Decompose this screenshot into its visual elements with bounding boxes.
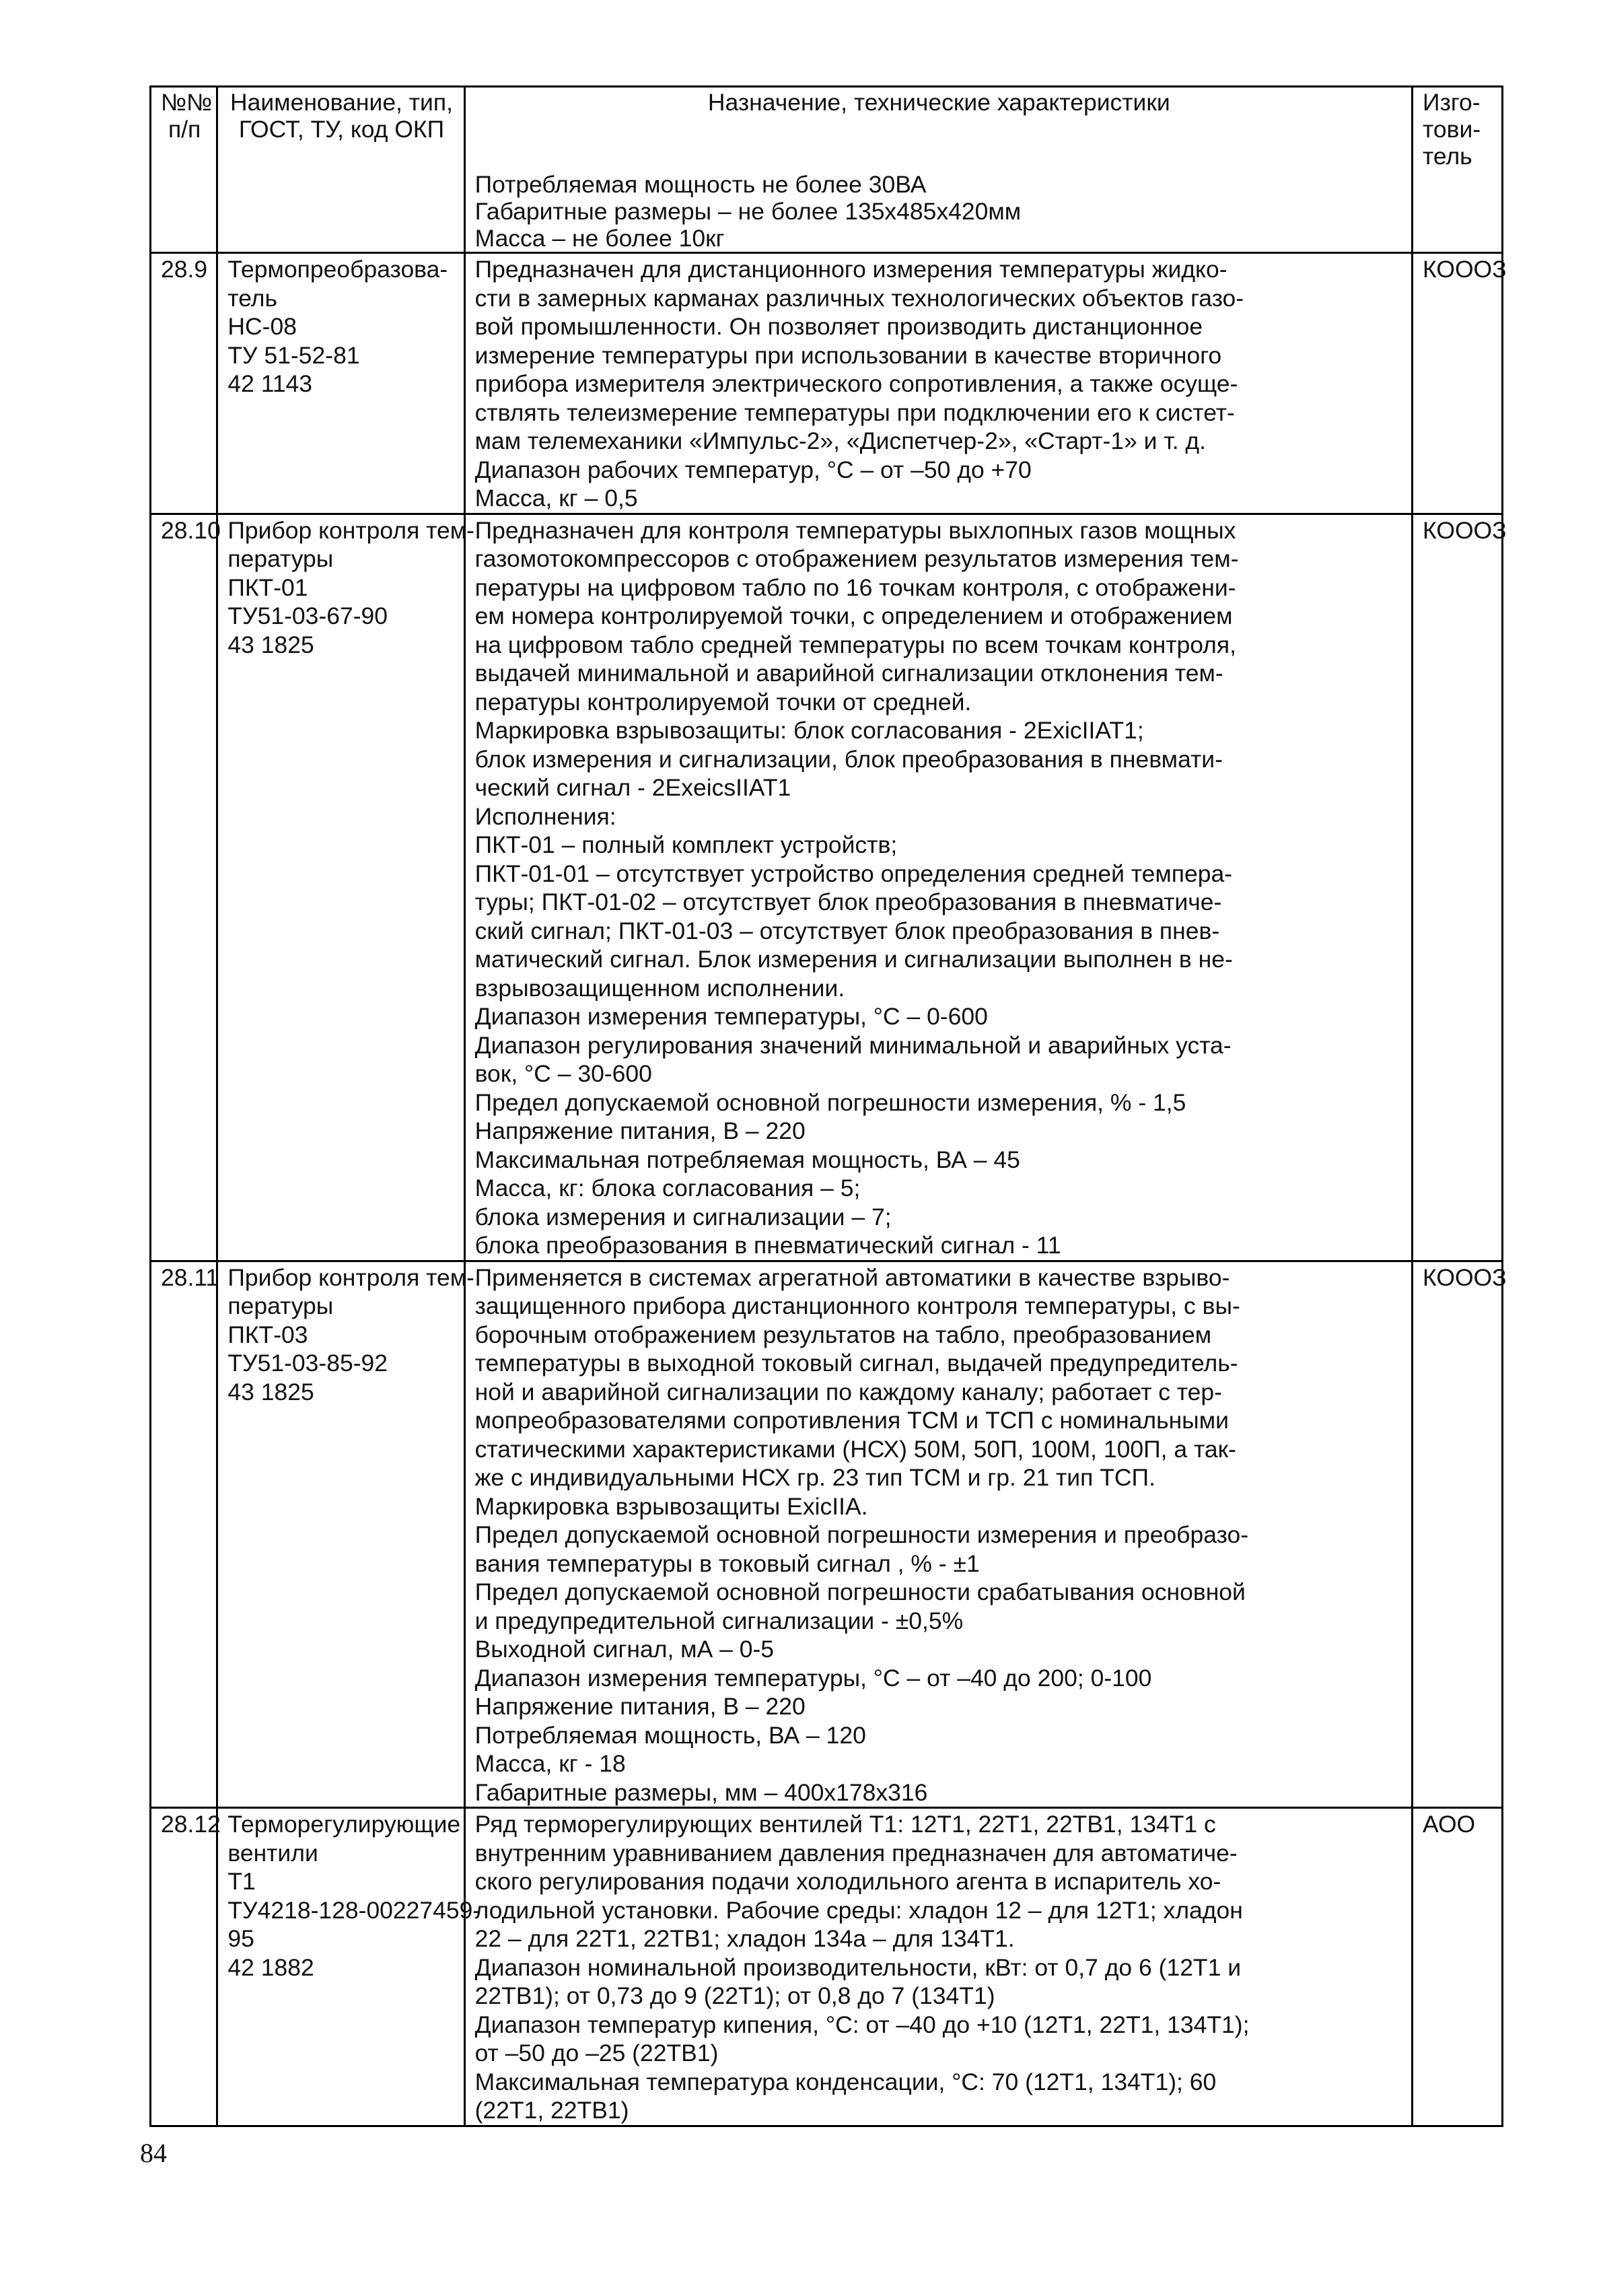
row-description-line: газомотокомпрессоров с отображением результатов измерения тем- [474, 545, 1239, 572]
row-description-line: взрывозащищенном исполнении. [474, 974, 845, 1002]
row-description-line: на цифровом табло средней температуры по всем точкам контроля, [474, 631, 1236, 658]
header-maker-cell [1413, 87, 1503, 253]
row-number-cell [151, 1261, 217, 1808]
row-number-cell [151, 1808, 221, 2126]
header-row [151, 87, 1503, 253]
row-description-line: Предназначен для контроля температуры выхлопных газов мощных [474, 516, 1236, 544]
row-description-line: Исполнения: [474, 802, 616, 830]
row-description-line: 22 – для 22Т1, 22ТВ1; хладон 134а – для 134Т1. [474, 1925, 1015, 1952]
row-manufacturer-cell [1413, 1261, 1507, 1808]
row-number-cell [151, 514, 221, 1261]
row-description-line: (22Т1, 22ТВ1) [474, 2097, 629, 2124]
row-name-line: ТУ4218-128-00227459- [227, 1896, 481, 1924]
row-manufacturer: КОООЗ [1423, 1263, 1507, 1291]
row-description-line: и предупредительной сигнализации - ±0,5% [474, 1607, 964, 1634]
row-description-line: сти в замерных карманах различных технологических объектов газо- [474, 284, 1244, 312]
row-name-cell [217, 253, 464, 514]
row-description-line: борочным отображением результатов на табло, преобразованием [474, 1321, 1212, 1348]
row-description-line: вой промышленности. Он позволяет производить дистанционное [474, 313, 1203, 340]
row-name-line: 95 [227, 1925, 254, 1952]
row-description-line: ПКТ-01 – полный комплект устройств; [474, 831, 898, 858]
row-name-line: вентили [227, 1839, 318, 1867]
row-description-line: же с индивидуальными НСХ гр. 23 тип ТСМ и гр. 21 тип ТСП. [474, 1464, 1155, 1491]
row-name-line: 42 1882 [227, 1953, 314, 1981]
row-name-line: ТУ 51-52-81 [227, 341, 360, 369]
row-description-line: Предел допускаемой основной погрешности измерения и преобразо- [474, 1521, 1249, 1548]
header-maker-line: Изго- [1423, 89, 1481, 116]
header-maker-line: тель [1423, 143, 1472, 170]
row-description-line: Ряд терморегулирующих вентилей Т1: 12Т1, 22Т1, 22ТВ1, 134Т1 с [474, 1811, 1216, 1838]
row-description-line: Диапазон регулирования значений минимальной и аварийных уста- [474, 1031, 1232, 1059]
row-description-line: Маркировка взрывозащиты: блок согласования - 2ExicIIAT1; [474, 717, 1144, 744]
row-manufacturer: АОО [1423, 1811, 1476, 1838]
row-name-line: ТУ51-03-85-92 [227, 1350, 388, 1377]
row-description-line: от –50 до –25 (22ТВ1) [474, 2040, 719, 2066]
header-name-cell [217, 87, 464, 253]
row-name-line: Т1 [227, 1868, 256, 1895]
row-description-line: ПКТ-01-01 – отсутствует устройство определения средней темпера- [474, 860, 1233, 887]
row-number: 28.10 [161, 516, 221, 544]
row-description-line: пературы контролируемой точки от средней. [474, 688, 972, 716]
row-description-line: вания температуры в токовый сигнал , % - ±1 [474, 1550, 980, 1577]
row-description-line: Масса, кг: блока согласования – 5; [474, 1175, 861, 1202]
row-description-line: температуры в выходной токовый сигнал, выдачей предупредитель- [474, 1350, 1238, 1377]
row-name-line: Термопреобразова- [227, 256, 448, 283]
row-manufacturer-cell [1413, 514, 1507, 1261]
row-description-line: Предел допускаемой основной погрешности срабатывания основной [474, 1578, 1246, 1605]
row-description-line: ствлять телеизмерение температуры при подключении его к систет- [474, 398, 1235, 426]
row-description-line: Диапазон температур кипения, °С: от –40 до +10 (12Т1, 22Т1, 134Т1); [474, 2011, 1250, 2038]
row-description-line: измерение температуры при использовании в качестве вторичного [474, 341, 1222, 369]
row-name-cell [217, 1261, 475, 1808]
row-description-line: ной и аварийной сигнализации по каждому каналу; работает с тер- [474, 1378, 1222, 1405]
row-manufacturer: КОООЗ [1423, 256, 1507, 283]
row-description-line: пературы на цифровом табло по 16 точкам контроля, с отображени- [474, 573, 1236, 601]
row-description-line: ем номера контролируемой точки, с определением и отображением [474, 602, 1233, 629]
table-row [151, 253, 1503, 514]
row-description-line: ский сигнал; ПКТ-01-03 – отсутствует блок преобразования в пнев- [474, 917, 1220, 944]
row-description-line: туры; ПКТ-01-02 – отсутствует блок преобразования в пневматиче- [474, 889, 1222, 915]
row-description-line: внутренним уравниванием давления предназначен для автоматиче- [474, 1839, 1238, 1867]
row-description-line: Диапазон измерения температуры, °С – 0-600 [474, 1003, 988, 1030]
header-desc-line: Назначение, технические характеристики [707, 89, 1170, 116]
page-number: 84 [140, 2138, 167, 2168]
row-number: 28.12 [161, 1811, 221, 1838]
desc-continuation-line: Потребляемая мощность не более 30ВА [474, 171, 927, 198]
row-manufacturer-cell [1413, 253, 1507, 514]
row-description-line: 22ТВ1); от 0,73 до 9 (22Т1); от 0,8 до 7 (134Т1) [474, 1982, 995, 2009]
row-name-line: ТУ51-03-67-90 [227, 602, 388, 629]
row-description-line: лодильной установки. Рабочие среды: хладон 12 – для 12Т1; хладон [474, 1896, 1243, 1924]
row-name-line: пературы [227, 545, 334, 572]
row-description-cell [464, 1261, 1412, 1808]
row-name-cell [217, 1808, 481, 2126]
row-manufacturer-cell [1413, 1808, 1503, 2126]
row-manufacturer: КОООЗ [1423, 516, 1507, 544]
header-name-line: ГОСТ, ТУ, код ОКП [238, 116, 445, 143]
row-description-line: прибора измерителя электрического сопротивления, а также осуще- [474, 370, 1238, 397]
row-description-line: Максимальная потребляемая мощность, ВА – 45 [474, 1146, 1020, 1173]
row-description-cell [464, 1808, 1412, 2126]
row-description-line: ского регулирования подачи холодильного агента в испаритель хо- [474, 1868, 1221, 1895]
row-description-line: Максимальная температура конденсации, °С: 70 (12Т1, 134Т1); 60 [474, 2068, 1217, 2095]
row-name-line: Терморегулирующие [227, 1811, 461, 1838]
row-description-line: блока измерения и сигнализации – 7; [474, 1203, 892, 1230]
row-description-line: Масса, кг - 18 [474, 1750, 626, 1777]
header-num-line: п/п [168, 116, 201, 143]
table-row [151, 514, 1503, 1261]
row-description-line: защищенного прибора дистанционного контроля температуры, с вы- [474, 1292, 1240, 1319]
row-description-cell [464, 253, 1412, 514]
row-name-line: 43 1825 [227, 1378, 314, 1405]
row-description-line: статическими характеристиками (НСХ) 50М, 50П, 100М, 100П, а так- [474, 1435, 1236, 1463]
row-description-cell [464, 514, 1412, 1261]
row-description-line: ческий сигнал - 2ExeicsIIAT1 [474, 774, 791, 801]
row-name-line: НС-08 [227, 313, 297, 340]
row-description-line: Масса, кг – 0,5 [474, 485, 638, 512]
table-row [151, 1261, 1503, 1808]
row-name-cell [217, 514, 475, 1261]
row-description-line: Напряжение питания, В – 220 [474, 1693, 806, 1720]
header-num-line: №№ [161, 89, 213, 116]
row-name-line: пературы [227, 1292, 334, 1319]
row-description-line: Диапазон номинальной производительности, кВт: от 0,7 до 6 (12Т1 и [474, 1953, 1242, 1981]
row-description-line: мопреобразователями сопротивления ТСМ и ТСП с номинальными [474, 1407, 1229, 1434]
row-number-cell [151, 253, 217, 514]
desc-continuation-line: Габаритные размеры – не более 135х485х420мм [474, 198, 1022, 225]
header-num-cell [151, 87, 217, 253]
row-description-line: Предел допускаемой основной погрешности измерения, % - 1,5 [474, 1088, 1186, 1116]
row-description-line: Диапазон рабочих температур, °С – от –50 до +70 [474, 456, 1032, 483]
header-maker-line: тови- [1423, 116, 1481, 143]
specs-table [149, 85, 1507, 2127]
row-name-line: ПКТ-01 [227, 573, 308, 601]
row-description-line: Габаритные размеры, мм – 400х178х316 [474, 1778, 928, 1806]
row-description-line: Диапазон измерения температуры, °С – от –40 до 200; 0-100 [474, 1664, 1152, 1692]
row-name-line: Прибор контроля тем- [227, 1263, 475, 1291]
row-description-line: блока преобразования в пневматический сигнал - 11 [474, 1232, 1061, 1259]
row-name-line: 42 1143 [227, 370, 313, 397]
row-description-line: матический сигнал. Блок измерения и сигнализации выполнен в не- [474, 946, 1233, 973]
row-number: 28.11 [161, 1263, 219, 1291]
row-description-line: Применяется в системах агрегатной автоматики в качестве взрыво- [474, 1263, 1230, 1291]
header-desc-continuation [475, 171, 1403, 252]
row-description-line: выдачей минимальной и аварийной сигнализации отклонения тем- [474, 660, 1223, 687]
row-number: 28.9 [161, 256, 208, 283]
row-description-line: вок, °С – 30-600 [474, 1060, 652, 1087]
row-name-line: 43 1825 [227, 631, 314, 658]
row-name-line: Прибор контроля тем- [227, 516, 475, 544]
row-description-line: Напряжение питания, В – 220 [474, 1117, 806, 1144]
table-body [151, 87, 1507, 2126]
row-description-line: Маркировка взрывозащиты ExicIIA. [474, 1492, 868, 1520]
row-description-line: блок измерения и сигнализации, блок преобразования в пневмати- [474, 745, 1223, 773]
header-name-line: Наименование, тип, [229, 89, 453, 116]
header-desc-cell [464, 87, 1412, 253]
table-row [151, 1808, 1503, 2126]
row-description-line: мам телемеханики «Импульс-2», «Диспетчер-2», «Старт-1» и т. д. [474, 427, 1207, 454]
row-description-line: Потребляемая мощность, ВА – 120 [474, 1721, 866, 1749]
row-name-line: ПКТ-03 [227, 1321, 308, 1348]
row-description-line: Выходной сигнал, мА – 0-5 [474, 1636, 775, 1663]
row-description-line: Предназначен для дистанционного измерения температуры жидко- [474, 256, 1227, 283]
row-name-line: тель [227, 284, 277, 312]
desc-continuation-line: Масса – не более 10кг [474, 225, 725, 252]
